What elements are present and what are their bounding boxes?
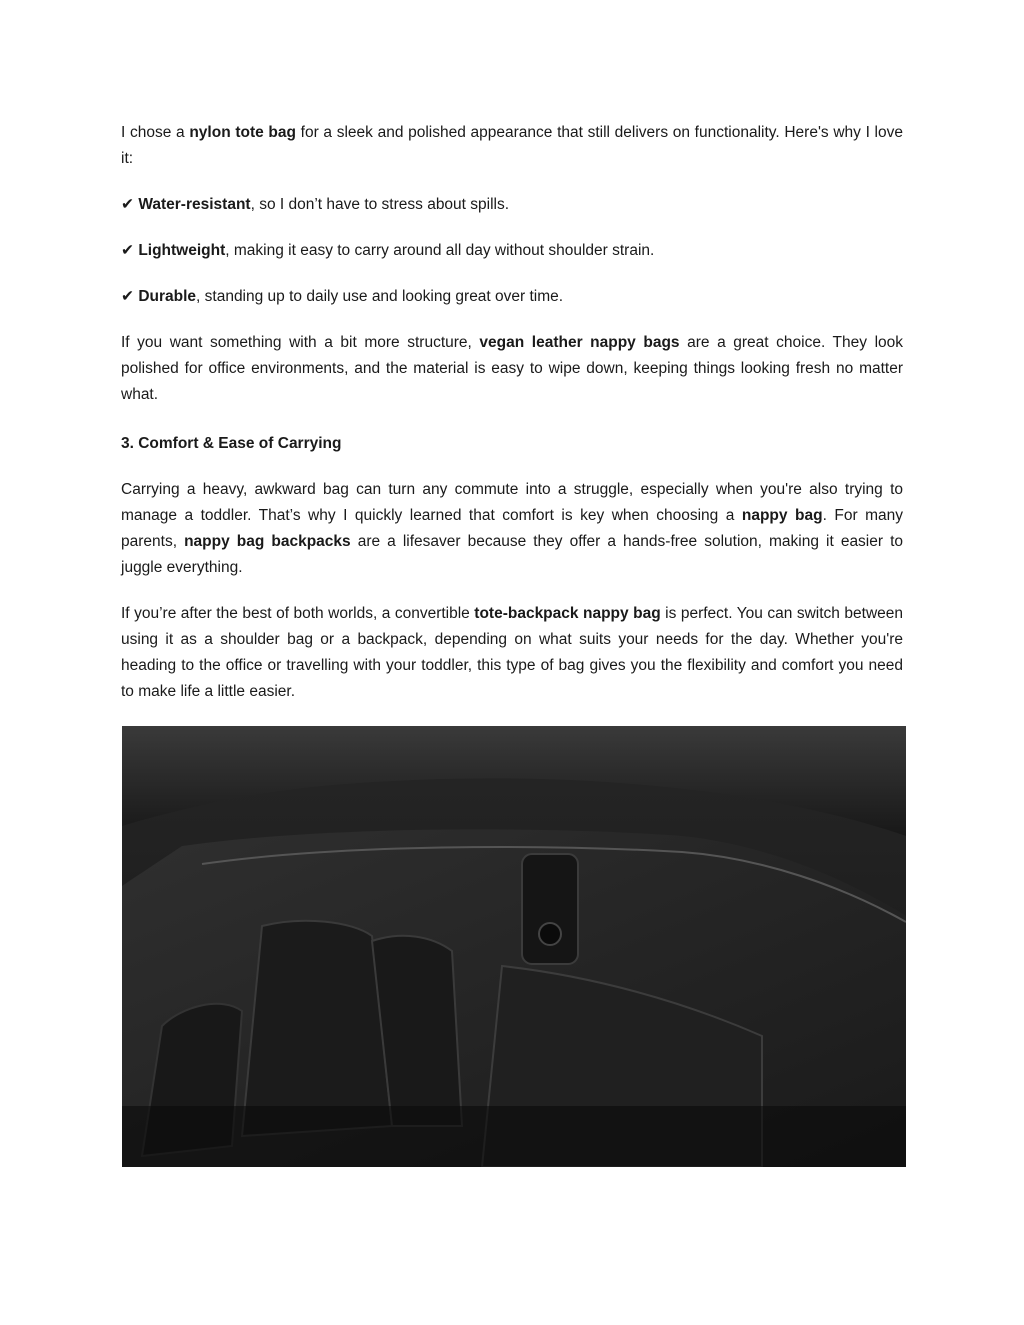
text-run: are a great choice. They look polished for office environments, and the material is easy to wipe down, keeping things looking fresh no matter what. — [121, 334, 903, 403]
bold-term-tote-backpack: tote-backpack nappy bag — [474, 605, 661, 622]
bullet-durable — [121, 284, 903, 310]
text-run: I chose a — [121, 124, 190, 141]
check-icon: ✔ — [121, 288, 134, 305]
bag-interior-photo — [122, 726, 906, 1167]
bold-term-nappy-bag-backpacks: nappy bag backpacks — [184, 533, 351, 550]
bold-term-nappy-bag: nappy bag — [741, 507, 823, 524]
paragraph-vegan-leather — [121, 330, 903, 408]
bullet-text: , so I don’t have to stress about spills. — [250, 196, 510, 213]
text-run: If you’re after the best of both worlds, a convertible — [121, 605, 475, 622]
bag-interior-illustration — [122, 726, 906, 1167]
bold-term-vegan-leather: vegan leather nappy bags — [479, 334, 680, 351]
paragraph-convertible — [121, 601, 903, 705]
elastic-pocket — [242, 921, 392, 1136]
snap-tab — [522, 854, 578, 964]
bullet-lightweight — [121, 238, 903, 264]
paragraph-comfort — [121, 477, 903, 581]
text-run: If you want something with a bit more structure, — [121, 334, 480, 351]
article-body — [121, 120, 903, 728]
text-run: are a lifesaver because they offer a hands-free solution, making it easier to juggle everything. — [121, 533, 904, 576]
bullet-water-resistant — [121, 192, 903, 218]
bullet-term: Water-resistant — [138, 196, 251, 213]
bullet-term: Durable — [138, 288, 197, 305]
check-icon: ✔ — [121, 196, 134, 213]
text-run: . For many parents, — [121, 507, 903, 550]
bullet-term: Lightweight — [138, 242, 226, 259]
bullet-text: , making it easy to carry around all day without shoulder strain. — [225, 242, 655, 259]
paragraph-nylon-tote — [121, 120, 903, 172]
text-run: Carrying a heavy, awkward bag can turn any commute into a struggle, especially when you're also trying to manage a toddler. That’s why I quickly learned that comfort is key when choosing a — [121, 481, 903, 524]
bag-bottom-shadow — [122, 1106, 906, 1167]
section-heading: 3. Comfort & Ease of Carrying — [121, 435, 342, 452]
text-run: for a sleek and polished appearance that still delivers on functionality. Here's why I love it: — [121, 124, 903, 167]
text-run: is perfect. You can switch between using it as a shoulder bag or a backpack, depending on what suits your needs for the day. Whether you're heading to the office or travelling with your toddler, this type of bag gives you the flexibility and comfort you need to make life a little easier. — [121, 605, 903, 700]
bullet-text: , standing up to daily use and looking great over time. — [196, 288, 564, 305]
check-icon: ✔ — [121, 242, 134, 259]
snap-button — [539, 923, 561, 945]
bold-term-nylon-tote-bag: nylon tote bag — [189, 124, 296, 141]
